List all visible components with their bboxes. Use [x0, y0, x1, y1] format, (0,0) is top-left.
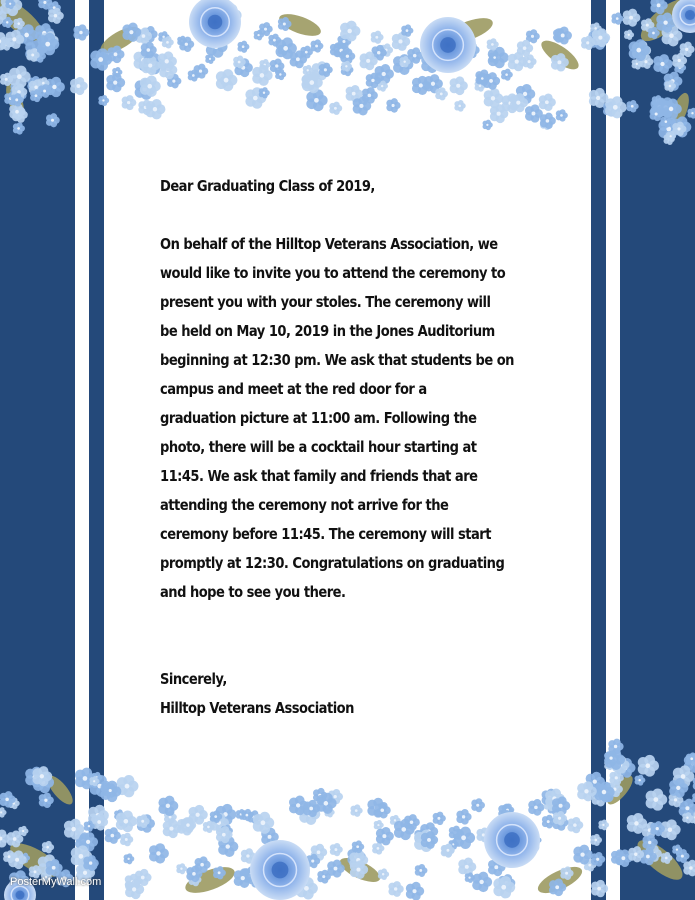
body-line: graduation picture at 11:00 am. Following the	[160, 409, 477, 427]
body-line: 11:45. We ask that family and friends that are	[160, 467, 478, 485]
letter-body	[160, 230, 556, 607]
body-line: would like to invite you to attend the ceremony to	[160, 264, 506, 282]
body-line: photo, there will be a cocktail hour starting at	[160, 438, 477, 456]
top-flower-garland	[0, 0, 695, 145]
body-line: attending the ceremony not arrive for the	[160, 496, 449, 514]
body-line: present you with your stoles. The ceremony will	[160, 293, 491, 311]
bottom-flower-garland	[0, 739, 695, 900]
body-line: and hope to see you there.	[160, 583, 346, 601]
body-line: ceremony before 11:45. The ceremony will start	[160, 525, 491, 543]
closing: Sincerely,	[160, 670, 227, 688]
body-line: beginning at 12:30 pm. We ask that students be on	[160, 351, 514, 369]
signature: Hilltop Veterans Association	[160, 699, 354, 717]
body-line: be held on May 10, 2019 in the Jones Auditorium	[160, 322, 495, 340]
watermark: PosterMyWall.com	[10, 876, 102, 888]
body-line: campus and meet at the red door for a	[160, 380, 427, 398]
salutation: Dear Graduating Class of 2019,	[160, 177, 375, 195]
invitation-letter	[160, 172, 556, 723]
body-line: On behalf of the Hilltop Veterans Association, we	[160, 235, 498, 253]
body-line: promptly at 12:30. Congratulations on graduating	[160, 554, 505, 572]
